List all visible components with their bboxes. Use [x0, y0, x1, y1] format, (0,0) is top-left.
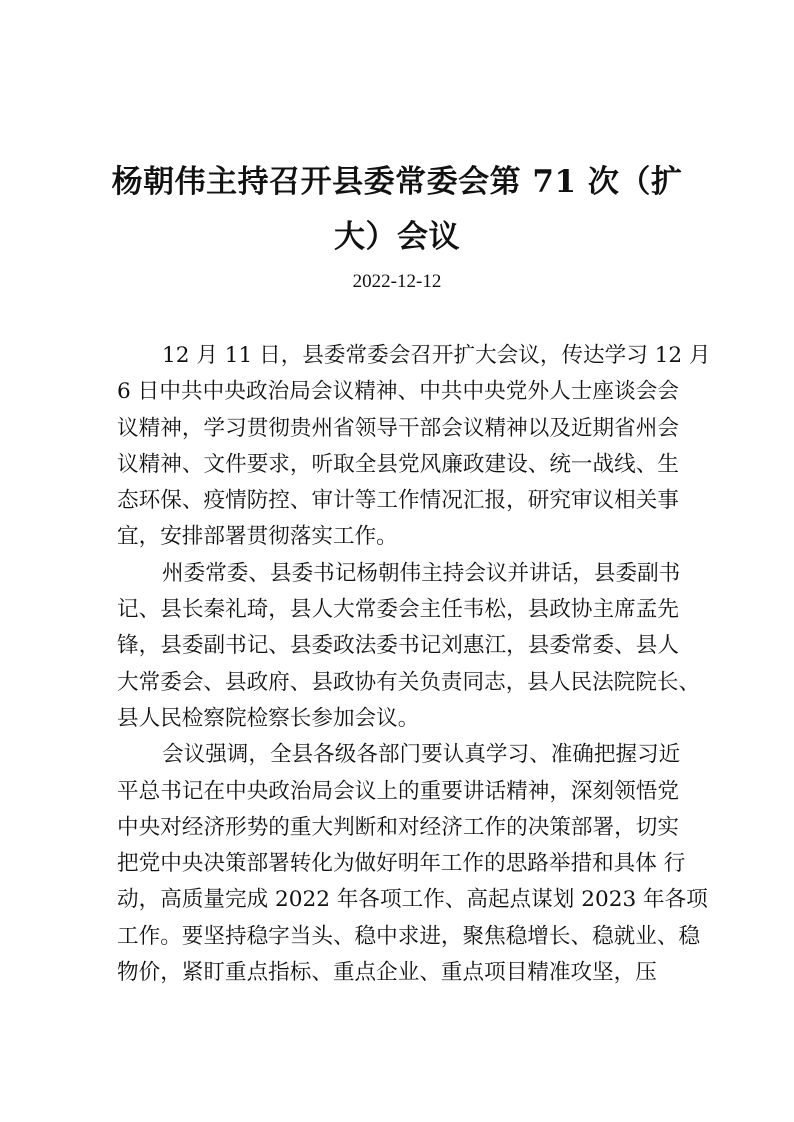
paragraph-line: 物价，紧盯重点指标、重点企业、重点项目精准攻坚，压	[117, 960, 657, 986]
paragraph-line: 议精神、文件要求，听取全县党风廉政建设、统一战线、生	[117, 451, 679, 477]
paragraph-line: 会议强调，全县各级各部门要认真学习、准确把握习近	[162, 742, 681, 768]
title-line-2: 大）会议	[334, 219, 460, 255]
paragraph-line: 县人民检察院检察长参加会议。	[117, 705, 420, 731]
paragraph-2	[117, 556, 701, 737]
paragraph-line: 工作。要坚持稳字当头、稳中求进，聚焦稳增长、稳就业、稳	[117, 923, 701, 949]
paragraph-line: 议精神，学习贯彻贵州省领导干部会议精神以及近期省州会	[117, 415, 679, 441]
paragraph-line: 中央对经济形势的重大判断和对经济工作的决策部署，切实	[117, 814, 679, 840]
publish-date: 2022-12-12	[352, 271, 442, 292]
paragraph-line: 6 日中共中央政治局会议精神、中共中央党外人士座谈会会	[117, 379, 679, 405]
paragraph-line: 宜，安排部署贯彻落实工作。	[117, 524, 398, 550]
paragraph-line: 记、县长秦礼琦，县人大常委会主任韦松，县政协主席孟先	[117, 597, 679, 623]
paragraph-line: 态环保、疫情防控、审计等工作情况汇报，研究审议相关事	[117, 488, 679, 514]
paragraph-line: 12 月 11 日，县委常委会召开扩大会议，传达学习 12 月	[162, 343, 711, 368]
paragraph-line: 锋，县委副书记、县委政法委书记刘惠江，县委常委、县人	[117, 633, 679, 659]
title-line-1: 杨朝伟主持召开县委常委会第 71 次（扩	[111, 164, 683, 200]
paragraph-line: 动，高质量完成 2022 年各项工作、高起点谋划 2023 年各项	[117, 887, 708, 913]
paragraph-line: 州委常委、县委书记杨朝伟主持会议并讲话，县委副书	[162, 560, 681, 586]
paragraph-line: 把党中央决策部署转化为做好明年工作的思路举措和具体 行	[117, 851, 686, 877]
paragraph-3	[117, 737, 708, 991]
paragraph-line: 大常委会、县政府、县政协有关负责同志，县人民法院院长、	[117, 669, 701, 695]
paragraph-line: 平总书记在中央政治局会议上的重要讲话精神，深刻领悟党	[117, 778, 679, 804]
article-body	[117, 338, 711, 991]
paragraph-1	[117, 338, 711, 556]
